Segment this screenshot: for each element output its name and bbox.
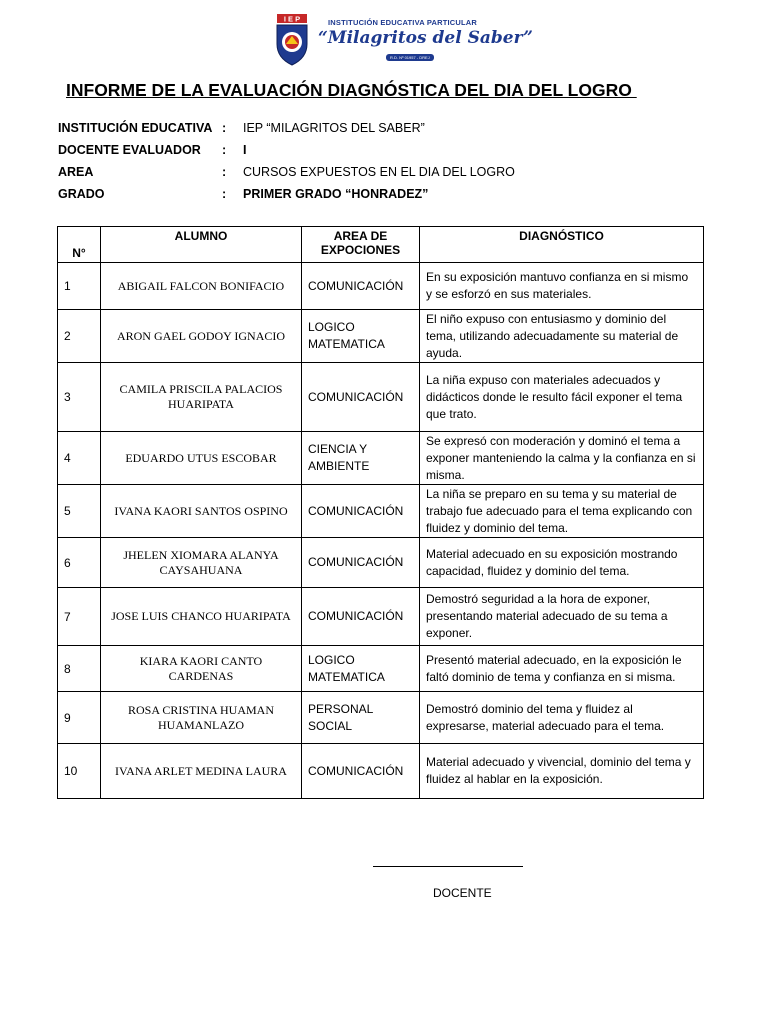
row-number: 3 [58, 363, 101, 432]
exposition-area: LOGICO MATEMATICA [302, 646, 420, 692]
student-name: EDUARDO UTUS ESCOBAR [101, 432, 302, 485]
diagnostic-table [57, 226, 704, 799]
student-name: ARON GAEL GODOY IGNACIO [101, 310, 302, 363]
exposition-area: COMUNICACIÓN [302, 363, 420, 432]
row-number: 8 [58, 646, 101, 692]
diagnosis-text: La niña expuso con materiales adecuados y didácticos donde le resulto fácil exponer el tema que trato. [420, 363, 704, 432]
signature-line [373, 866, 523, 867]
signature-label: DOCENTE [433, 886, 492, 900]
school-logo [272, 14, 533, 68]
diagnosis-text: Material adecuado y vivencial, dominio del tema y fluidez al hablar en la exposición. [420, 744, 704, 799]
meta-value: I [243, 143, 247, 157]
student-name: KIARA KAORI CANTO CARDENAS [101, 646, 302, 692]
header-student: ALUMNO [101, 227, 302, 263]
table-row [58, 432, 704, 485]
row-number: 2 [58, 310, 101, 363]
report-title: INFORME DE LA EVALUACIÓN DIAGNÓSTICA DEL DIA DEL LOGRO [66, 80, 637, 100]
row-number: 6 [58, 538, 101, 588]
meta-label: INSTITUCIÓN EDUCATIVA [58, 121, 213, 135]
crest-letters: I E P [283, 14, 301, 24]
diagnosis-text: Presentó material adecuado, en la exposición le faltó dominio de tema y confianza en si misma. [420, 646, 704, 692]
table-row [58, 588, 704, 646]
meta-label: DOCENTE EVALUADOR [58, 143, 201, 157]
meta-value: CURSOS EXPUESTOS EN EL DIA DEL LOGRO [243, 165, 515, 179]
exposition-area: COMUNICACIÓN [302, 538, 420, 588]
meta-value: IEP “MILAGRITOS DEL SABER” [243, 121, 425, 135]
exposition-area: COMUNICACIÓN [302, 588, 420, 646]
student-name: IVANA KAORI SANTOS OSPINO [101, 485, 302, 538]
meta-value: PRIMER GRADO “HONRADEZ” [243, 187, 429, 201]
school-crest-icon [274, 14, 310, 66]
row-number: 9 [58, 692, 101, 744]
student-name: JOSE LUIS CHANCO HUARIPATA [101, 588, 302, 646]
school-name-logo: “Milagritos del Saber” [318, 28, 533, 48]
student-name: ABIGAIL FALCON BONIFACIO [101, 263, 302, 310]
institution-type-label: INSTITUCIÓN EDUCATIVA PARTICULAR [328, 18, 478, 27]
exposition-area: PERSONAL SOCIAL [302, 692, 420, 744]
diagnosis-text: La niña se preparo en su tema y su material de trabajo fue adecuado para el tema explicando con fluidez y dominio del tema. [420, 485, 704, 538]
diagnosis-text: Material adecuado en su exposición mostrando capacidad, fluidez y dominio del tema. [420, 538, 704, 588]
diagnosis-text: Se expresó con moderación y dominó el tema a exponer manteniendo la calma y la confianza en si misma. [420, 432, 704, 485]
table-row [58, 646, 704, 692]
table-row [58, 363, 704, 432]
student-name: ROSA CRISTINA HUAMAN HUAMANLAZO [101, 692, 302, 744]
table-row [58, 485, 704, 538]
table-row [58, 263, 704, 310]
exposition-area: CIENCIA Y AMBIENTE [302, 432, 420, 485]
student-name: JHELEN XIOMARA ALANYA CAYSAHUANA [101, 538, 302, 588]
diagnosis-text: Demostró dominio del tema y fluidez al expresarse, material adecuado para el tema. [420, 692, 704, 744]
exposition-area: COMUNICACIÓN [302, 744, 420, 799]
exposition-area: LOGICO MATEMATICA [302, 310, 420, 363]
row-number: 10 [58, 744, 101, 799]
header-diagnosis: DIAGNÓSTICO [420, 227, 704, 263]
row-number: 7 [58, 588, 101, 646]
student-name: CAMILA PRISCILA PALACIOS HUARIPATA [101, 363, 302, 432]
diagnosis-text: Demostró seguridad a la hora de exponer, presentando material adecuado de su tema a exponer. [420, 588, 704, 646]
row-number: 5 [58, 485, 101, 538]
student-name: IVANA ARLET MEDINA LAURA [101, 744, 302, 799]
meta-label: AREA [58, 165, 94, 179]
exposition-area: COMUNICACIÓN [302, 263, 420, 310]
meta-colon: : [222, 143, 227, 157]
diagnosis-text: El niño expuso con entusiasmo y dominio del tema, utilizando adecuadamente su material de ayuda. [420, 310, 704, 363]
meta-colon: : [222, 187, 227, 201]
meta-label: GRADO [58, 187, 105, 201]
diagnosis-text: En su exposición mantuvo confianza en si mismo y se esforzó en sus materiales. [420, 263, 704, 310]
resolution-badge: R.D. Nº 01957 - DREJ [386, 54, 434, 61]
exposition-area: COMUNICACIÓN [302, 485, 420, 538]
table-row [58, 692, 704, 744]
meta-colon: : [222, 165, 227, 179]
header-number: N° [58, 227, 101, 263]
row-number: 4 [58, 432, 101, 485]
table-row [58, 744, 704, 799]
table-row [58, 310, 704, 363]
meta-colon: : [222, 121, 227, 135]
row-number: 1 [58, 263, 101, 310]
table-row [58, 538, 704, 588]
header-area: AREA DE EXPOCIONES [302, 227, 420, 263]
table-header-row [58, 227, 704, 263]
